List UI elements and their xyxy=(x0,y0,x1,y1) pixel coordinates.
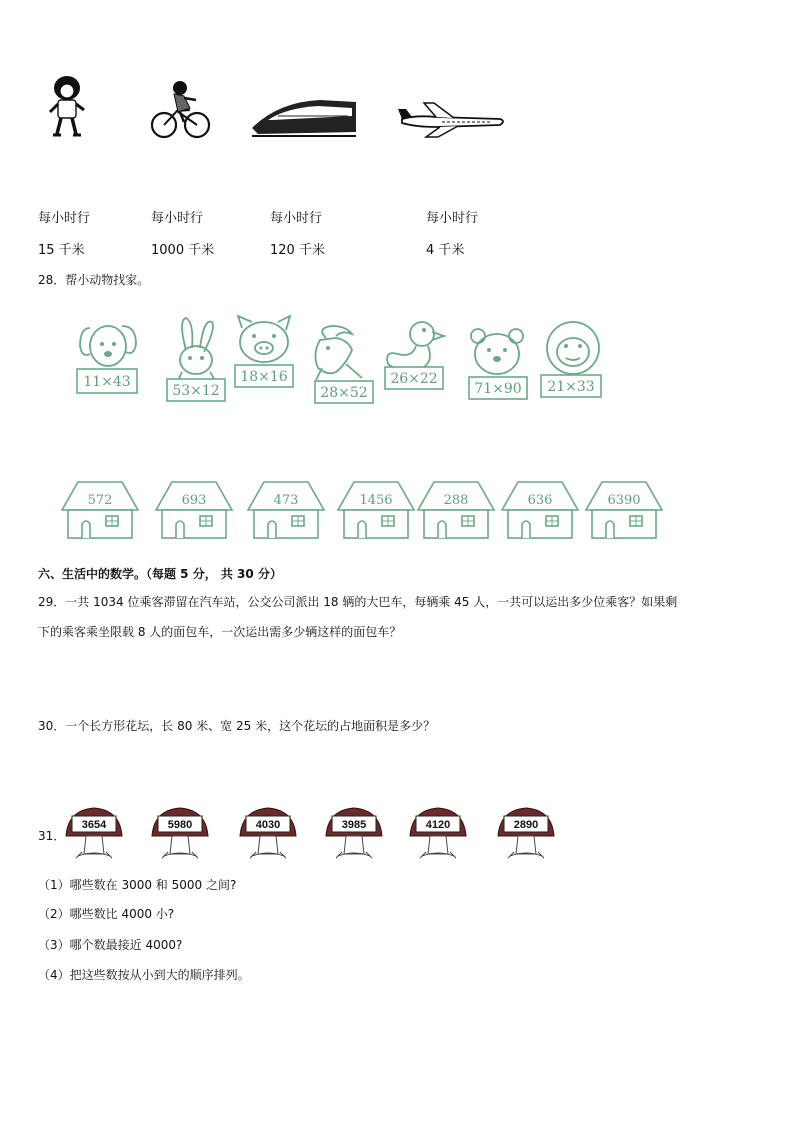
animal-sign-4 xyxy=(314,380,374,404)
house xyxy=(156,482,232,538)
goat-icon xyxy=(306,324,372,384)
train-icon xyxy=(248,96,358,140)
q29-line2: 下的乘客乘坐限载 8 人的面包车，一次运出需多少辆这样的面包车？ xyxy=(38,625,402,639)
speed-value-2: 1000 千米 xyxy=(151,243,215,258)
svg-text:11×43: 11×43 xyxy=(83,374,131,390)
svg-text:71×90: 71×90 xyxy=(474,381,522,397)
mushroom-number: 4030 xyxy=(255,819,281,831)
speed-label-2: 每小时行 xyxy=(151,211,204,226)
walking-person-icon xyxy=(44,74,90,140)
q28-prompt: 28．帮小动物找家。 xyxy=(38,273,150,287)
q31-sub-1: （1）哪些数在 3000 和 5000 之间? xyxy=(38,878,237,892)
house-number: 693 xyxy=(181,493,207,508)
q31-label: 31． xyxy=(38,829,66,843)
animal-sign-5 xyxy=(384,366,444,390)
house-number: 572 xyxy=(87,493,113,508)
speed-label-3: 每小时行 xyxy=(270,211,323,226)
speed-label-4: 每小时行 xyxy=(426,211,479,226)
airplane-icon xyxy=(396,101,508,139)
mushroom xyxy=(152,808,208,858)
houses-row xyxy=(0,478,794,542)
house-number: 288 xyxy=(443,493,469,508)
house xyxy=(502,482,578,538)
svg-text:18×16: 18×16 xyxy=(240,369,288,385)
mushrooms-row xyxy=(0,806,794,862)
mushroom-number: 5980 xyxy=(167,819,193,831)
animal-sign-3 xyxy=(234,364,294,388)
svg-text:28×52: 28×52 xyxy=(320,385,368,401)
house xyxy=(418,482,494,538)
house-number: 636 xyxy=(527,493,553,508)
speed-value-1: 15 千米 xyxy=(38,243,85,258)
cyclist-icon xyxy=(150,78,212,142)
animal-sign-2 xyxy=(166,378,226,402)
svg-text:26×22: 26×22 xyxy=(390,371,438,387)
bear-icon xyxy=(468,326,526,380)
mushroom xyxy=(66,808,122,858)
mushroom-number: 4120 xyxy=(425,819,451,831)
mushroom xyxy=(410,808,466,858)
house xyxy=(248,482,324,538)
house xyxy=(338,482,414,538)
house-number: 6390 xyxy=(607,493,641,508)
speed-value-4: 4 千米 xyxy=(426,243,465,258)
mushroom xyxy=(326,808,382,858)
q31-sub-2: （2）哪些数比 4000 小? xyxy=(38,907,175,921)
q30-text: 30．一个长方形花坛，长 80 米、宽 25 米，这个花坛的占地面积是多少？ xyxy=(38,719,436,733)
speed-value-3: 120 千米 xyxy=(270,243,325,258)
section6-title: 六、生活中的数学。（每题 5 分， 共 30 分） xyxy=(38,567,282,581)
monkey-icon xyxy=(538,320,608,376)
q31-sub-4: （4）把这些数按从小到大的顺序排列。 xyxy=(38,968,250,982)
mushroom-number: 2890 xyxy=(513,819,539,831)
animal-sign-1 xyxy=(76,368,138,394)
svg-text:21×33: 21×33 xyxy=(547,379,595,395)
mushroom xyxy=(498,808,554,858)
house xyxy=(62,482,138,538)
q31-sub-3: （3）哪个数最接近 4000? xyxy=(38,938,183,952)
mushroom xyxy=(240,808,296,858)
mushroom-number: 3654 xyxy=(81,819,107,831)
house-number: 473 xyxy=(273,493,299,508)
svg-text:53×12: 53×12 xyxy=(172,383,220,399)
q29-line1: 29．一共 1034 位乘客滞留在汽车站，公交公司派出 18 辆的大巴车，每辆乘 45 人，一共可以运出多少位乘客？如果剩 xyxy=(38,595,678,609)
animal-sign-7 xyxy=(540,374,602,398)
animal-sign-6 xyxy=(468,376,528,400)
mushroom-number: 3985 xyxy=(341,819,367,831)
speed-label-1: 每小时行 xyxy=(38,211,91,226)
house-number: 1456 xyxy=(359,493,393,508)
house xyxy=(586,482,662,538)
pig-icon xyxy=(234,314,294,370)
